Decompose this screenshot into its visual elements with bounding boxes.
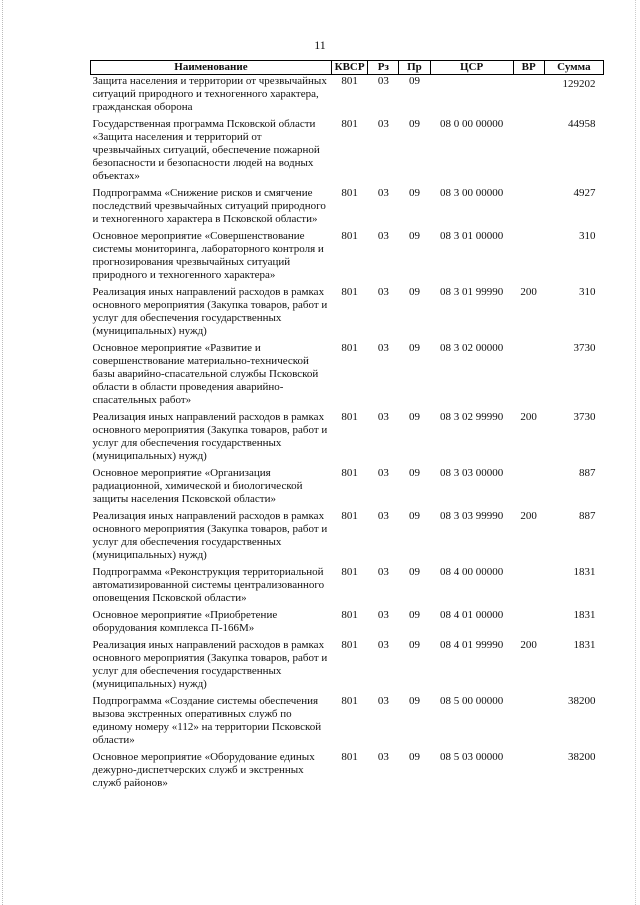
cell-name: Основное мероприятие «Совершенствование системы мониторинга, лабораторного контроля и прогнозирования чрезвычайных ситуаций природного и техногенного характера» <box>92 230 324 281</box>
cell-csr: 08 5 03 00000 <box>439 751 504 763</box>
cell-sum: 129202 <box>562 78 596 90</box>
cell-vr: 200 <box>520 411 537 423</box>
header-kvsr: КВСР <box>331 61 367 75</box>
cell-rz: 03 <box>377 187 389 199</box>
cell-rz: 03 <box>377 411 389 423</box>
cell-sum: 310 <box>579 286 596 298</box>
cell-rz: 03 <box>377 75 389 87</box>
header-pr: Пр <box>399 61 430 75</box>
cell-csr: 08 3 03 00000 <box>439 467 504 479</box>
table-row <box>91 187 604 230</box>
cell-csr: 08 3 01 00000 <box>439 230 504 242</box>
cell-pr: 09 <box>408 695 420 707</box>
cell-csr: 08 3 01 99990 <box>439 286 504 298</box>
cell-pr: 09 <box>408 286 420 298</box>
cell-name: Государственная программа Псковской области «Защита населения и территорий от чрезвычайных ситуаций, обеспечение пожарной безопасности и безопасности людей на водных объектах» <box>92 118 320 182</box>
cell-sum: 887 <box>579 510 596 522</box>
cell-rz: 03 <box>377 609 389 621</box>
cell-vr <box>513 118 544 187</box>
cell-sum: 38200 <box>568 695 596 707</box>
cell-kvsr: 801 <box>341 75 358 87</box>
cell-pr: 09 <box>408 467 420 479</box>
cell-vr <box>513 467 544 510</box>
header-csr: ЦСР <box>430 61 513 75</box>
cell-pr: 09 <box>408 411 420 423</box>
cell-sum: 3730 <box>573 342 596 354</box>
cell-rz: 03 <box>377 695 389 707</box>
cell-pr: 09 <box>408 609 420 621</box>
table-row <box>91 118 604 187</box>
cell-rz: 03 <box>377 566 389 578</box>
cell-vr <box>513 187 544 230</box>
table-row <box>91 75 604 119</box>
cell-name: Основное мероприятие «Приобретение оборудования комплекса П-166М» <box>92 609 278 634</box>
cell-kvsr: 801 <box>341 751 358 763</box>
scan-edge-right <box>635 0 637 905</box>
cell-csr: 08 4 01 99990 <box>439 639 504 651</box>
cell-name: Реализация иных направлений расходов в рамках основного мероприятия (Закупка товаров, работ и услуг для обеспечения государственных (муниципальных) нужд) <box>92 639 328 690</box>
cell-csr: 08 3 02 00000 <box>439 342 504 354</box>
cell-name: Защита населения и территории от чрезвычайных ситуаций природного и техногенного характера, гражданская оборона <box>92 75 327 113</box>
cell-name: Реализация иных направлений расходов в рамках основного мероприятия (Закупка товаров, работ и услуг для обеспечения государственных (муниципальных) нужд) <box>92 510 328 561</box>
table-row <box>91 609 604 639</box>
scan-edge-left <box>2 0 4 905</box>
cell-name: Реализация иных направлений расходов в рамках основного мероприятия (Закупка товаров, работ и услуг для обеспечения государственных (муниципальных) нужд) <box>92 286 328 337</box>
cell-kvsr: 801 <box>341 342 358 354</box>
cell-pr: 09 <box>408 75 420 87</box>
table-header-row <box>91 61 604 75</box>
cell-pr: 09 <box>408 566 420 578</box>
budget-table <box>90 60 604 794</box>
cell-sum: 44958 <box>568 118 596 130</box>
header-vr: ВР <box>513 61 544 75</box>
cell-kvsr: 801 <box>341 411 358 423</box>
cell-kvsr: 801 <box>341 187 358 199</box>
cell-kvsr: 801 <box>341 467 358 479</box>
table-row <box>91 286 604 342</box>
header-rz: Рз <box>368 61 399 75</box>
cell-sum: 1831 <box>573 566 596 578</box>
cell-sum: 4927 <box>573 187 596 199</box>
cell-name: Основное мероприятие «Организация радиационной, химической и биологической защиты населения Псковской области» <box>92 467 303 505</box>
cell-csr: 08 3 00 00000 <box>439 187 504 199</box>
cell-vr <box>513 566 544 609</box>
cell-kvsr: 801 <box>341 118 358 130</box>
cell-sum: 310 <box>579 230 596 242</box>
cell-rz: 03 <box>377 342 389 354</box>
cell-pr: 09 <box>408 751 420 763</box>
cell-name: Основное мероприятие «Развитие и совершенствование материально-технической базы аварийно-спасательной службы Псковской области в области проведения аварийно-спасательных работ» <box>92 342 319 406</box>
cell-vr: 200 <box>520 286 537 298</box>
cell-name: Подпрограмма «Создание системы обеспечения вызова экстренных оперативных служб по единому номеру «112» на территории Псковской области» <box>92 695 322 746</box>
cell-vr: 200 <box>520 639 537 651</box>
cell-kvsr: 801 <box>341 639 358 651</box>
cell-csr: 08 5 00 00000 <box>439 695 504 707</box>
table-row <box>91 230 604 286</box>
cell-kvsr: 801 <box>341 695 358 707</box>
cell-csr: 08 3 02 99990 <box>439 411 504 423</box>
header-name: Наименование <box>91 61 332 75</box>
cell-vr <box>513 609 544 639</box>
cell-name: Подпрограмма «Реконструкция территориальной автоматизированной системы централизованного оповещения Псковской области» <box>92 566 325 604</box>
cell-sum: 38200 <box>568 751 596 763</box>
table-row <box>91 751 604 794</box>
cell-pr: 09 <box>408 118 420 130</box>
cell-name: Реализация иных направлений расходов в рамках основного мероприятия (Закупка товаров, работ и услуг для обеспечения государственных (муниципальных) нужд) <box>92 411 328 462</box>
cell-kvsr: 801 <box>341 286 358 298</box>
cell-rz: 03 <box>377 510 389 522</box>
cell-csr <box>430 75 513 119</box>
cell-vr <box>513 342 544 411</box>
cell-csr: 08 4 01 00000 <box>439 609 504 621</box>
cell-sum: 3730 <box>573 411 596 423</box>
cell-name: Основное мероприятие «Оборудование единых дежурно-диспетчерских служб и экстренных служб районов» <box>92 751 315 789</box>
cell-kvsr: 801 <box>341 566 358 578</box>
cell-rz: 03 <box>377 286 389 298</box>
cell-csr: 08 3 03 99990 <box>439 510 504 522</box>
table-row <box>91 467 604 510</box>
cell-rz: 03 <box>377 118 389 130</box>
table-row <box>91 695 604 751</box>
cell-kvsr: 801 <box>341 510 358 522</box>
cell-rz: 03 <box>377 751 389 763</box>
table-row <box>91 639 604 695</box>
cell-csr: 08 4 00 00000 <box>439 566 504 578</box>
table-body <box>91 75 604 795</box>
cell-pr: 09 <box>408 510 420 522</box>
cell-sum: 887 <box>579 467 596 479</box>
cell-pr: 09 <box>408 639 420 651</box>
header-sum: Сумма <box>544 61 603 75</box>
cell-csr: 08 0 00 00000 <box>439 118 504 130</box>
cell-pr: 09 <box>408 342 420 354</box>
cell-rz: 03 <box>377 639 389 651</box>
table-row <box>91 510 604 566</box>
cell-sum: 1831 <box>573 609 596 621</box>
cell-pr: 09 <box>408 230 420 242</box>
cell-vr <box>513 75 544 119</box>
cell-pr: 09 <box>408 187 420 199</box>
page-number: 11 <box>314 38 326 52</box>
cell-rz: 03 <box>377 467 389 479</box>
cell-kvsr: 801 <box>341 609 358 621</box>
cell-name: Подпрограмма «Снижение рисков и смягчение последствий чрезвычайных ситуаций природного и техногенного характера в Псковской области» <box>92 187 326 225</box>
cell-vr <box>513 695 544 751</box>
table-row <box>91 566 604 609</box>
cell-sum: 1831 <box>573 639 596 651</box>
cell-rz: 03 <box>377 230 389 242</box>
cell-vr: 200 <box>520 510 537 522</box>
cell-vr <box>513 230 544 286</box>
table-row <box>91 411 604 467</box>
table-row <box>91 342 604 411</box>
cell-vr <box>513 751 544 794</box>
cell-kvsr: 801 <box>341 230 358 242</box>
